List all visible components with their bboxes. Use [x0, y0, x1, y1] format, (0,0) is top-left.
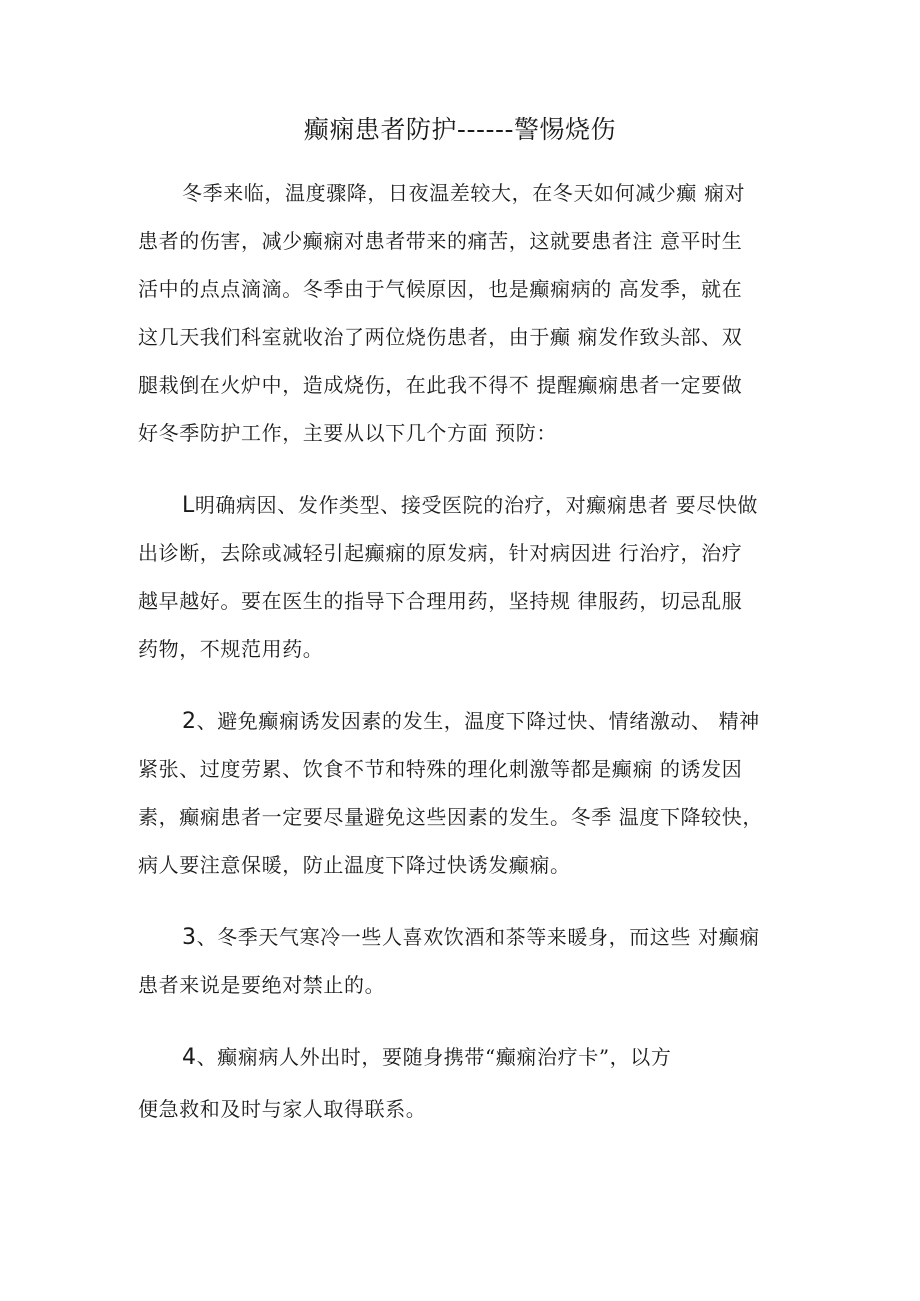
- item-3-first-line: [182, 922, 760, 953]
- item-1-text: 明确病因、发作类型、接受医院的治疗，对癫痫患者 要尽快做: [194, 493, 759, 517]
- item-3-text: 、冬季天气寒冷一些人喜欢饮酒和茶等来暖身，而这些 对癫痫: [196, 925, 760, 949]
- item-1-first-line: [182, 490, 758, 521]
- item-3-marker: 3: [182, 925, 197, 950]
- item-1-line: 药物，不规范用药。: [138, 637, 324, 661]
- item-3-line: 患者来说是要绝对禁止的。: [138, 973, 386, 997]
- intro-line: 好冬季防护工作，主要从以下几个方面 预防：: [138, 421, 557, 445]
- item-4-line: 便急救和及时与家人取得联系。: [138, 1097, 427, 1121]
- item-1-line: 出诊断，去除或减轻引起癫痫的原发病，针对病因进 行治疗，治疗: [138, 541, 743, 565]
- item-2-marker: 2: [182, 709, 197, 734]
- item-2-line: 素，癫痫患者一定要尽量避免这些因素的发生。冬季 温度下降较快，: [138, 805, 763, 829]
- intro-line: 这几天我们科室就收治了两位烧伤患者，由于癫 痫发作致头部、双: [138, 325, 743, 349]
- item-2-line: 病人要注意保暖，防止温度下降过快诱发癫痫。: [138, 853, 571, 877]
- intro-line: 患者的伤害，减少癫痫对患者带来的痛苦，这就要患者注 意平时生: [138, 229, 743, 253]
- item-4-first-line: [182, 1042, 671, 1073]
- item-1-line: 越早越好。要在医生的指导下合理用药，坚持规 律服药，切忌乱服: [138, 589, 743, 613]
- item-2-first-line: [182, 706, 760, 737]
- intro-line: 冬季来临，温度骤降，日夜温差较大，在冬天如何减少癫 痫对: [182, 181, 746, 205]
- item-2-line: 紧张、过度劳累、饮食不节和特殊的理化刺激等都是癫痫 的诱发因: [138, 757, 743, 781]
- intro-line: 腿栽倒在火炉中，造成烧伤，在此我不得不 提醒癫痫患者一定要做: [138, 373, 743, 397]
- item-4-text: 、癫痫病人外出时，要随身携带“癫痫治疗卡”，以方: [196, 1045, 672, 1069]
- intro-line: 活中的点点滴滴。冬季由于气候原因，也是癫痫病的 高发季，就在: [138, 277, 743, 301]
- item-2-text: 、避免癫痫诱发因素的发生，温度下降过快、情绪激动、 精神: [196, 709, 760, 733]
- item-1-marker: L: [182, 493, 195, 518]
- document-title: 癫痫患者防护------警惕烧伤: [303, 115, 617, 144]
- item-4-marker: 4: [182, 1045, 197, 1070]
